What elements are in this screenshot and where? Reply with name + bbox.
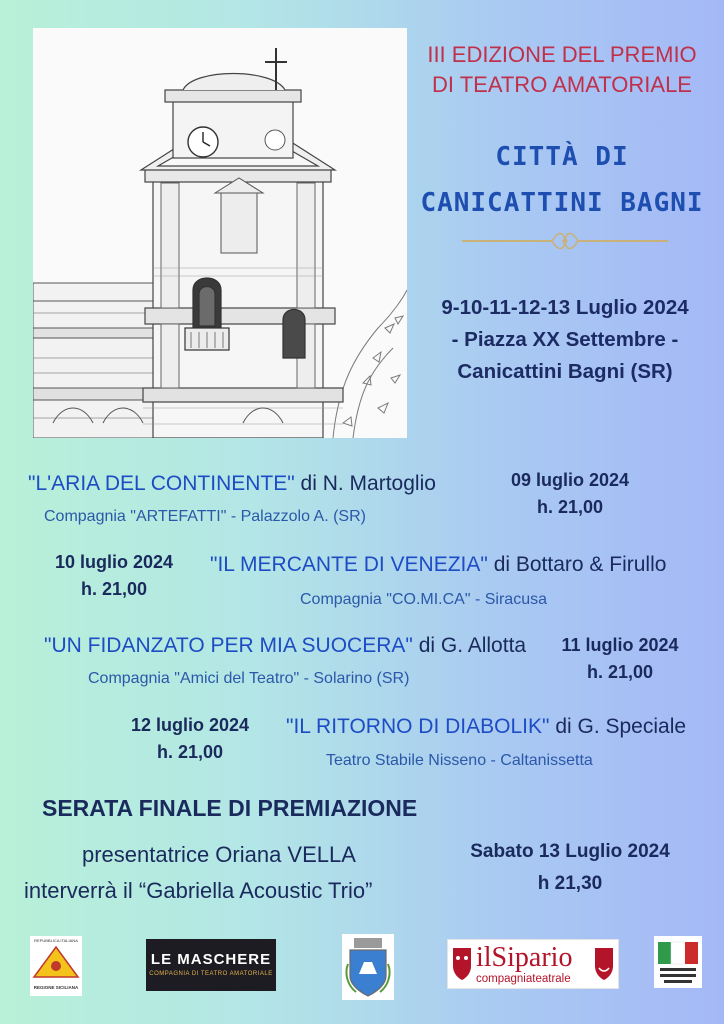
- show-3-date: 11 luglio 2024: [561, 635, 679, 655]
- trinacria-icon: [30, 943, 82, 981]
- church-tower-photo: [33, 28, 407, 438]
- show-4-title: "IL RITORNO DI DIABOLIK": [286, 715, 550, 738]
- edition-heading: [412, 40, 712, 100]
- show-1-title: "L'ARIA DEL CONTINENTE": [28, 472, 295, 495]
- show-4-title-line: [286, 715, 686, 739]
- show-1-schedule: [480, 467, 660, 521]
- il-sipario-logo: [447, 939, 619, 989]
- theatre-mask-icon: [451, 946, 473, 982]
- show-3-schedule: [540, 632, 700, 686]
- show-2-title: "IL MERCANTE DI VENEZIA": [210, 553, 488, 576]
- ornament-divider-icon: [460, 228, 670, 254]
- show-2-title-line: [210, 553, 666, 577]
- theatre-mask-right-icon: [593, 946, 615, 982]
- show-1-date: 09 luglio 2024: [510, 470, 630, 490]
- show-3-title-line: [44, 634, 526, 658]
- finale-guest: interverrà il “Gabriella Acoustic Trio”: [24, 878, 373, 903]
- sipario-sub: compagniateatrale: [476, 973, 571, 985]
- le-maschere-logo: [146, 939, 276, 991]
- federazione-teatro-logo: [654, 936, 702, 988]
- event-dates: 9-10-11-12-13 Luglio 2024: [441, 296, 689, 319]
- coat-of-arms-icon: [342, 934, 394, 1000]
- finale-time: h 21,30: [537, 873, 603, 894]
- show-1-time: h. 21,00: [536, 497, 604, 517]
- event-town: Canicattini Bagni (SR): [457, 360, 673, 383]
- finale-schedule: [440, 836, 700, 900]
- event-venue: - Piazza XX Settembre -: [451, 328, 679, 351]
- show-2-schedule: [24, 549, 204, 603]
- show-2-time: h. 21,00: [80, 579, 148, 599]
- show-3-time: h. 21,00: [586, 662, 654, 682]
- sipario-name: ilSipario: [476, 942, 573, 973]
- show-3-company: Compagnia "Amici del Teatro" - Solarino (SR): [88, 670, 410, 687]
- finale-host: presentatrice Oriana VELLA: [82, 842, 356, 867]
- regione-name-text: REGIONE SICILIANA: [33, 985, 79, 990]
- show-1-author: di N. Martoglio: [300, 472, 436, 495]
- show-2-company: Compagnia "CO.MI.CA" - Siracusa: [300, 591, 547, 608]
- edition-line-2: DI TEATRO AMATORIALE: [432, 72, 692, 97]
- show-4-author: di G. Speciale: [555, 715, 687, 738]
- regione-siciliana-logo: [30, 936, 82, 996]
- show-1-title-line: [28, 472, 436, 496]
- show-1-company: Compagnia "ARTEFATTI" - Palazzolo A. (SR): [44, 508, 366, 525]
- church-tower-sketch: [33, 28, 407, 438]
- city-heading: [412, 134, 712, 226]
- show-4-date: 12 luglio 2024: [130, 715, 250, 735]
- finale-title: SERATA FINALE DI PREMIAZIONE: [42, 795, 418, 821]
- maschere-sub: COMPAGNIA DI TEATRO AMATORIALE: [149, 971, 273, 977]
- italian-flag-mask-icon: [654, 936, 702, 988]
- show-3-title: "UN FIDANZATO PER MIA SUOCERA": [44, 634, 413, 657]
- city-line-2: CANICATTINI BAGNI: [420, 188, 704, 218]
- show-3-author: di G. Allotta: [418, 634, 527, 657]
- maschere-name: LE MASCHERE: [150, 951, 272, 968]
- show-4-company: Teatro Stabile Nisseno - Caltanissetta: [326, 752, 593, 769]
- show-4-time: h. 21,00: [156, 742, 224, 762]
- show-2-author: di Bottaro & Firullo: [493, 553, 667, 576]
- comune-crest-logo: [342, 934, 394, 1000]
- city-line-1: CITTÀ DI: [495, 142, 629, 172]
- edition-line-1: III EDIZIONE DEL PREMIO: [427, 42, 697, 67]
- finale-date: Sabato 13 Luglio 2024: [470, 841, 670, 862]
- event-info: [410, 292, 720, 388]
- show-4-schedule: [100, 712, 280, 766]
- regione-top-text: REPUBBLICA ITALIANA: [34, 938, 78, 943]
- show-2-date: 10 luglio 2024: [54, 552, 174, 572]
